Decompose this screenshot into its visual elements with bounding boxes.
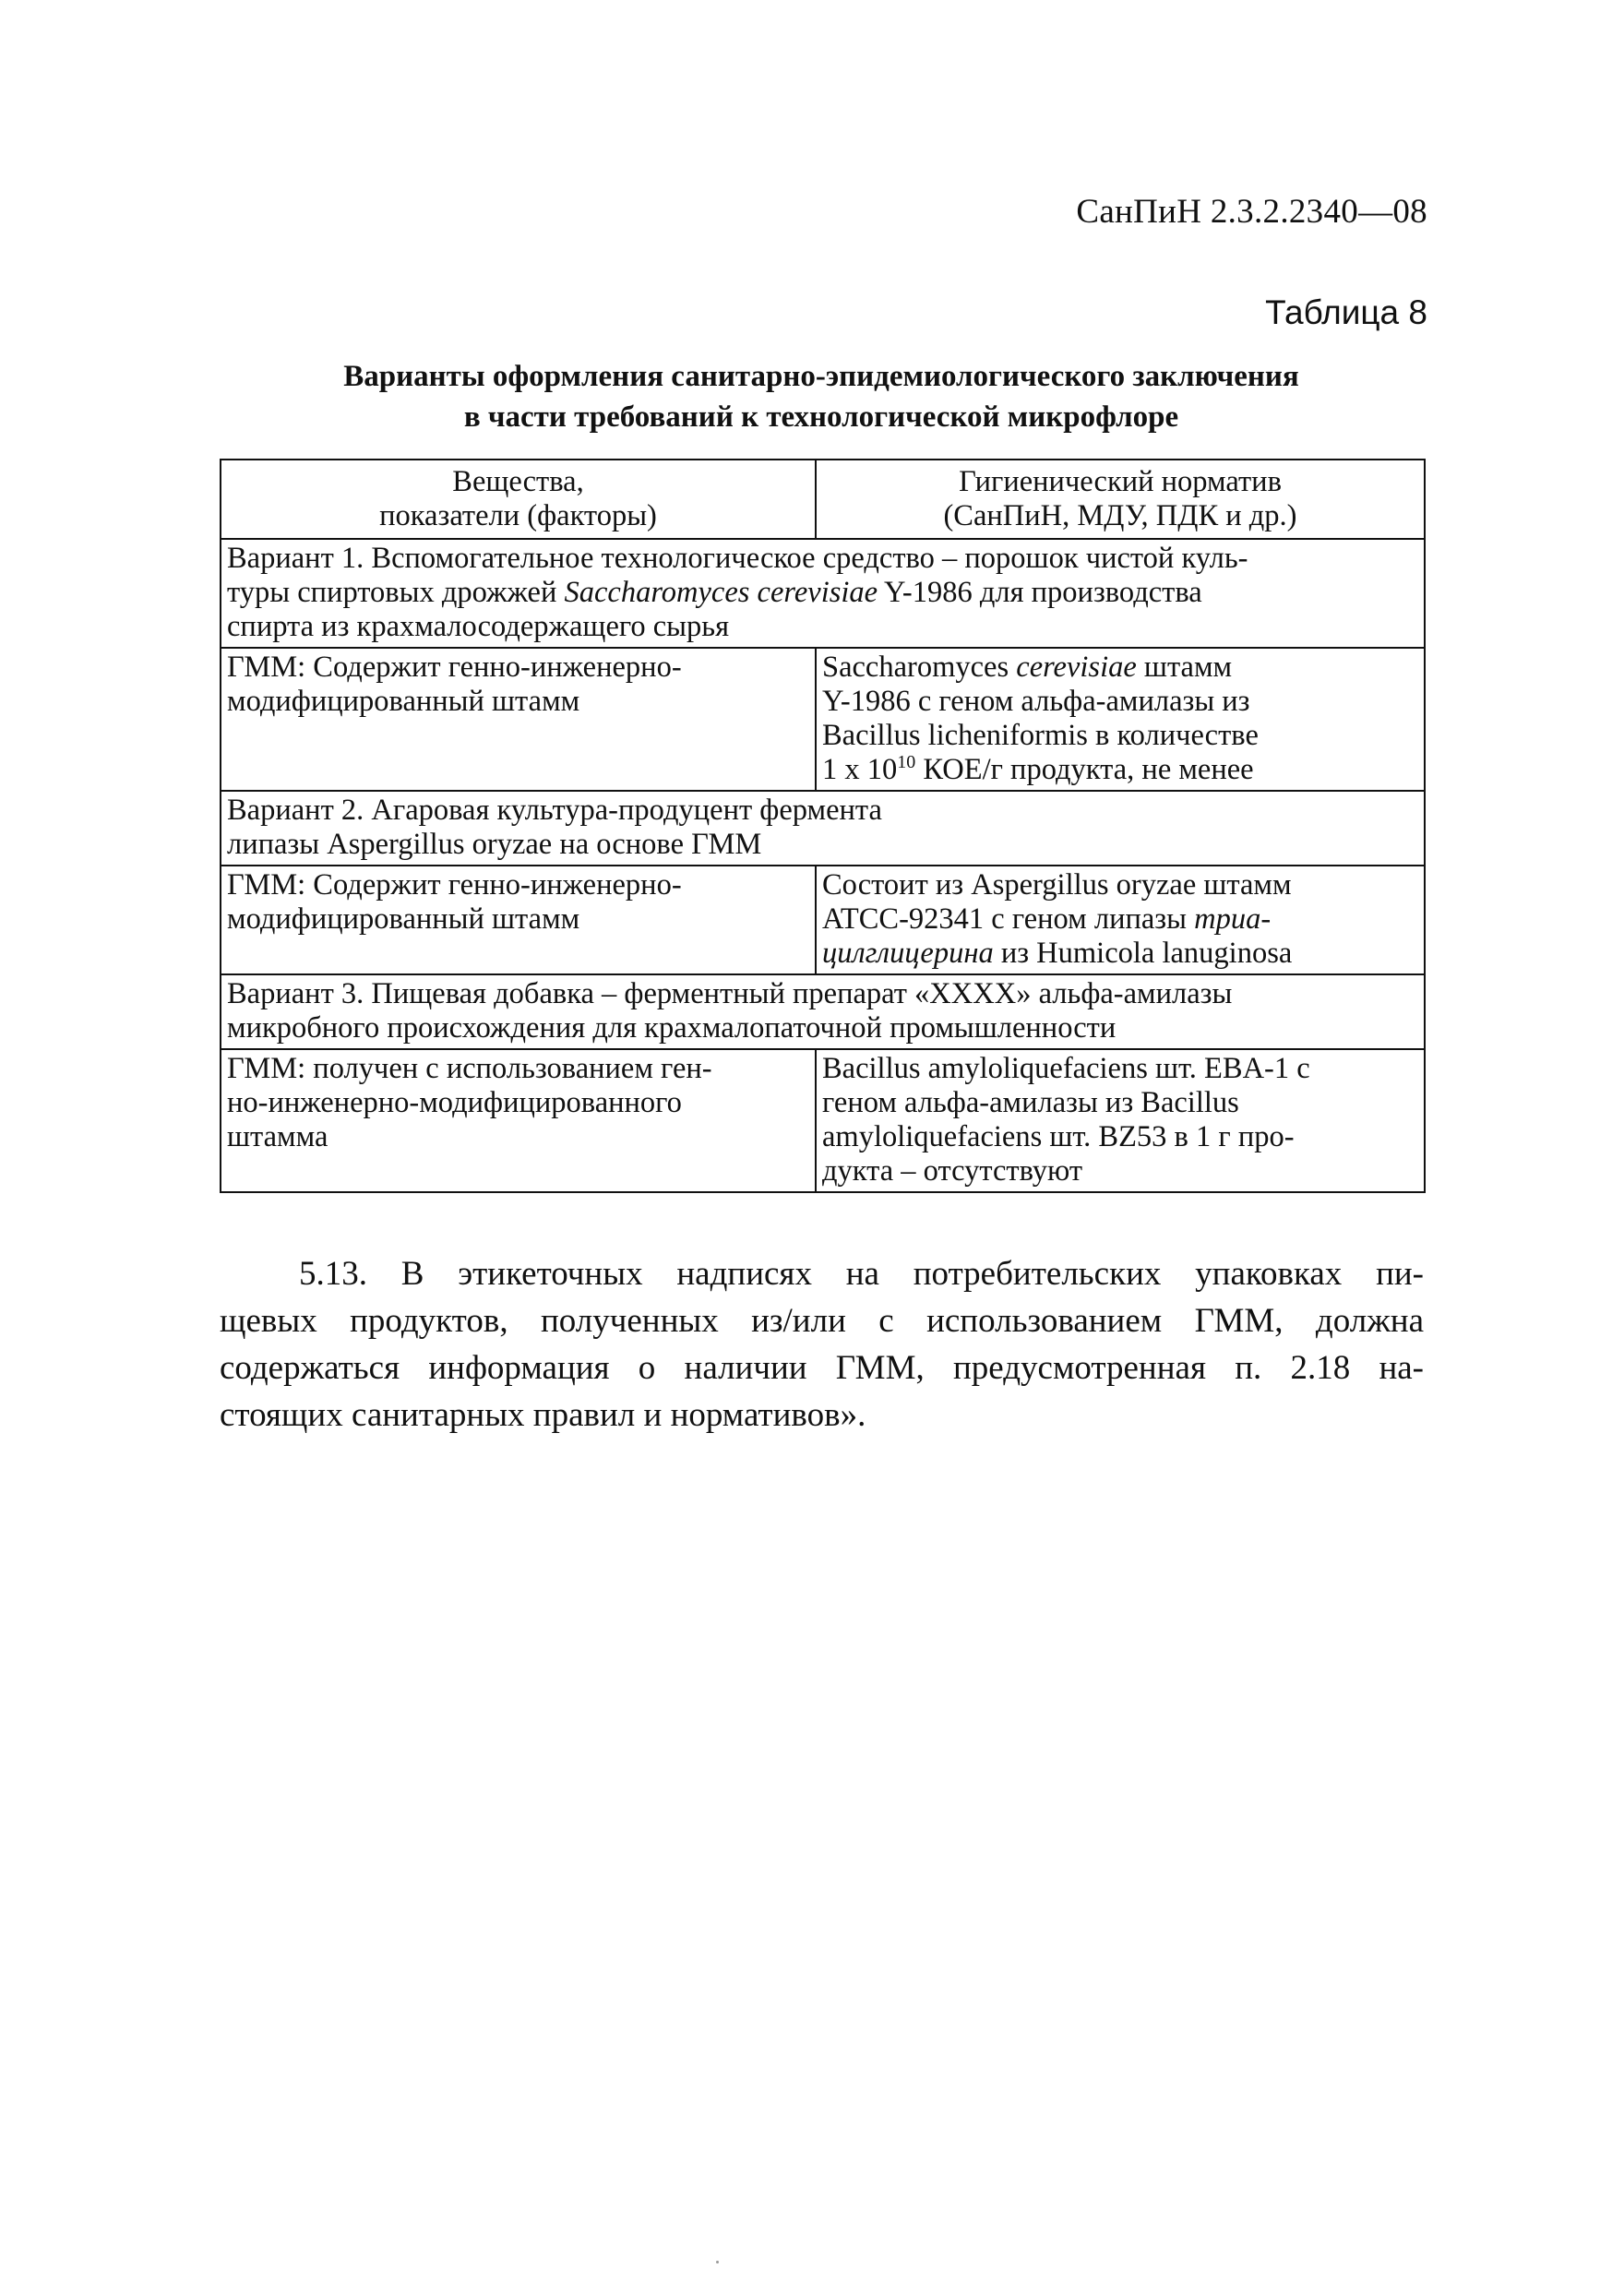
variant-3-title-row [221, 974, 1425, 1049]
exponent: 10 [897, 752, 916, 772]
cell-text-line: Bacillus amyloliquefaciens шт. EBA-1 с [822, 1052, 1310, 1085]
gmm-indicator-cell [221, 866, 816, 974]
cell-text-line: дукта – отсутствуют [822, 1154, 1083, 1188]
document-code: СанПиН 2.3.2.2340—08 [1076, 193, 1427, 231]
cell-text-line [822, 651, 1418, 685]
variant-2-title-row [221, 791, 1425, 866]
body-paragraph [220, 1250, 1424, 1439]
gmm-indicator-cell [221, 1049, 816, 1192]
variant-text-line: микробного происхождения для крахмалопаточной промышленности [227, 1011, 1116, 1045]
variant-text-line: Вариант 3. Пищевая добавка – ферментный препарат «XXXX» альфа-амилазы [227, 977, 1233, 1010]
variant-text-line: спирта из крахмалосодержащего сырья [227, 610, 730, 643]
cell-text-line [822, 753, 1418, 787]
cell-text-line: штамма [227, 1120, 328, 1153]
variant-text-line [227, 576, 1418, 610]
text-span: КОЕ/г продукта, не менее [915, 753, 1254, 786]
gmm-norm-cell [816, 648, 1425, 791]
text-span: Saccharomyces [822, 651, 1017, 684]
paragraph-line: щевых продуктов, полученных из/или с использованием ГММ, должна [220, 1302, 1424, 1340]
header-text: Гигиенический норматив [959, 465, 1282, 498]
variant-2-data-row [221, 866, 1425, 974]
text-span: из Humicola lanuginosa [993, 937, 1293, 970]
cell-text-line: модифицированный штамм [227, 685, 580, 718]
cell-text-line [822, 902, 1418, 937]
table-header-row [221, 460, 1425, 539]
cell-text-line: Состоит из Aspergillus oryzae штамм [822, 868, 1292, 902]
table-title-line: Варианты оформления санитарно-эпидемиологического заключения [343, 360, 1299, 393]
header-text: (СанПиН, МДУ, ПДК и др.) [943, 499, 1297, 532]
header-cell-substances [221, 460, 816, 539]
variant-1-title-row [221, 539, 1425, 648]
variant-text-line: Вариант 1. Вспомогательное технологическое средство – порошок чистой куль- [227, 542, 1248, 575]
species-name: cerevisiae [1016, 651, 1137, 684]
variant-text-line: липазы Aspergillus oryzae на основе ГММ [227, 828, 762, 861]
table-title [221, 356, 1421, 437]
paragraph-line: 5.13. В этикеточных надписях на потребительских упаковках пи- [299, 1255, 1424, 1293]
text-span: ATCC-92341 с геном липазы [822, 902, 1195, 936]
text-span: штамм [1136, 651, 1233, 684]
cell-text-line: ГММ: Содержит генно-инженерно- [227, 868, 682, 902]
scan-speck [716, 2261, 719, 2263]
paragraph-line: стоящих санитарных правил и нормативов». [220, 1396, 866, 1434]
variant-2-title-cell [221, 791, 1425, 866]
variant-1-title-cell [221, 539, 1425, 648]
text-span: туры спиртовых дрожжей [227, 576, 565, 609]
table-number-label: Таблица 8 [1265, 293, 1427, 331]
gmm-indicator-cell [221, 648, 816, 791]
variant-1-data-row [221, 648, 1425, 791]
table-title-line: в части требований к технологической микрофлоре [463, 400, 1179, 434]
cell-text-line: модифицированный штамм [227, 902, 580, 936]
variant-3-data-row [221, 1049, 1425, 1192]
cell-text-line: Bacillus licheniformis в количестве [822, 719, 1259, 752]
text-span: 1 x 10 [822, 753, 898, 786]
header-text: Вещества, [452, 465, 584, 498]
variant-3-title-cell [221, 974, 1425, 1049]
cell-text-line: ГММ: получен с использованием ген- [227, 1052, 712, 1085]
italic-term: цилглицерина [822, 937, 994, 970]
cell-text-line: amyloliquefaciens шт. BZ53 в 1 г про- [822, 1120, 1295, 1153]
italic-term: триа- [1194, 902, 1272, 936]
cell-text-line: но-инженерно-модифицированного [227, 1086, 682, 1119]
text-span: Y-1986 для производства [878, 576, 1202, 609]
gmm-norm-cell [816, 1049, 1425, 1192]
requirements-table [220, 459, 1426, 1193]
cell-text-line [822, 937, 1418, 971]
header-cell-norm [816, 460, 1425, 539]
variant-text-line: Вариант 2. Агаровая культура-продуцент фермента [227, 794, 882, 827]
header-text: показатели (факторы) [379, 499, 657, 532]
cell-text-line: Y-1986 с геном альфа-амилазы из [822, 685, 1250, 718]
gmm-norm-cell [816, 866, 1425, 974]
cell-text-line: геном альфа-амилазы из Bacillus [822, 1086, 1239, 1119]
paragraph-line: содержаться информация о наличии ГММ, предусмотренная п. 2.18 на- [220, 1349, 1424, 1387]
species-name: Saccharomyces cerevisiae [564, 576, 878, 609]
cell-text-line: ГММ: Содержит генно-инженерно- [227, 651, 682, 684]
